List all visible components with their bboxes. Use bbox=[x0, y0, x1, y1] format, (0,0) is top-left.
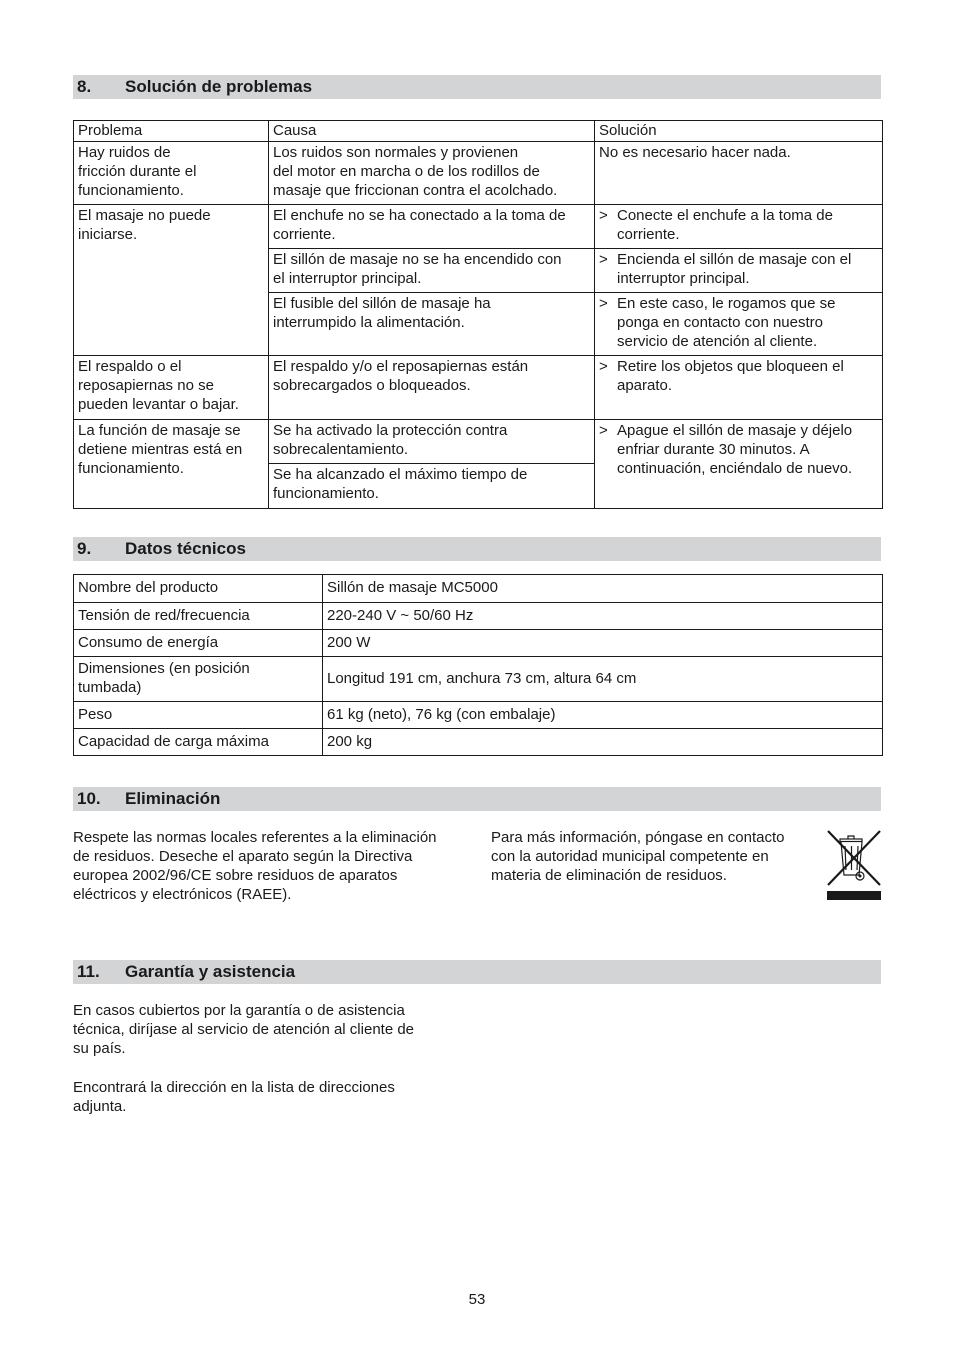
table-row bbox=[74, 657, 883, 702]
section-10-heading bbox=[73, 787, 881, 811]
section-10-number: 10. bbox=[77, 789, 101, 808]
section-11-title: Garantía y asistencia bbox=[125, 962, 296, 981]
section-8-number: 8. bbox=[77, 77, 92, 96]
solution-cell: > Encienda el sillón de masaje con el interruptor principal. bbox=[595, 249, 883, 293]
technical-data-table bbox=[73, 574, 883, 756]
section-10-title: Eliminación bbox=[125, 789, 221, 808]
spec-label: Capacidad de carga máxima bbox=[74, 729, 323, 756]
spec-value: 200 W bbox=[323, 630, 883, 657]
cause-cell: El enchufe no se ha conectado a la toma de corriente. bbox=[269, 205, 595, 249]
section-9-title: Datos técnicos bbox=[125, 539, 246, 558]
header-problem: Problema bbox=[74, 121, 269, 142]
warranty-paragraph-2: Encontrará la dirección en la lista de direcciones adjunta. bbox=[73, 1079, 395, 1115]
crossed-out-wheelie-bin-icon bbox=[826, 829, 882, 901]
problem-cell: La función de masaje se detiene mientras está en funcionamiento. bbox=[74, 420, 269, 509]
section-8-heading bbox=[73, 75, 881, 99]
table-row bbox=[74, 729, 883, 756]
section-11-heading bbox=[73, 960, 881, 984]
problem-cell: Hay ruidos de fricción durante el funcionamiento. bbox=[74, 142, 269, 205]
solution-cell: > En este caso, le rogamos que se ponga en contacto con nuestro servicio de atención al cliente. bbox=[595, 293, 883, 356]
arrow-marker: > bbox=[599, 422, 608, 439]
warranty-paragraph-1: En casos cubiertos por la garantía o de asistencia técnica, diríjase al servicio de atención al cliente de su país. bbox=[73, 1002, 415, 1057]
header-solution: Solución bbox=[595, 121, 883, 142]
spec-label: Nombre del producto bbox=[74, 575, 323, 603]
spec-label: Peso bbox=[74, 702, 323, 729]
spec-label: Consumo de energía bbox=[74, 630, 323, 657]
section-11-number: 11. bbox=[77, 962, 100, 981]
solution-cell: > Retire los objetos que bloqueen el aparato. bbox=[595, 356, 883, 420]
section-9-number: 9. bbox=[77, 539, 92, 558]
cause-cell: Los ruidos son normales y provienen del motor en marcha o de los rodillos de masaje que friccionan contra el acolchado. bbox=[269, 142, 595, 205]
spec-value: 200 kg bbox=[323, 729, 883, 756]
spec-value: Sillón de masaje MC5000 bbox=[323, 575, 883, 603]
spec-label: Tensión de red/frecuencia bbox=[74, 603, 323, 630]
spec-label: Dimensiones (en posición tumbada) bbox=[74, 657, 323, 702]
cause-cell: El sillón de masaje no se ha encendido con el interruptor principal. bbox=[269, 249, 595, 293]
table-row bbox=[74, 420, 883, 464]
table-row bbox=[74, 702, 883, 729]
table-row bbox=[74, 630, 883, 657]
header-cause: Causa bbox=[269, 121, 595, 142]
problem-cell: El respaldo o el reposapiernas no se pueden levantar o bajar. bbox=[74, 356, 269, 420]
solution-cell: No es necesario hacer nada. bbox=[595, 142, 883, 205]
problem-cell: El masaje no puede iniciarse. bbox=[74, 205, 269, 356]
table-row bbox=[74, 575, 883, 603]
arrow-marker: > bbox=[599, 295, 608, 312]
solution-cell: > Conecte el enchufe a la toma de corriente. bbox=[595, 205, 883, 249]
spec-value: Longitud 191 cm, anchura 73 cm, altura 64 cm bbox=[323, 657, 883, 702]
arrow-marker: > bbox=[599, 358, 608, 375]
table-row bbox=[74, 603, 883, 630]
table-row bbox=[74, 356, 883, 420]
table-header-row bbox=[74, 121, 883, 142]
section-8-title: Solución de problemas bbox=[125, 77, 313, 96]
spec-value: 61 kg (neto), 76 kg (con embalaje) bbox=[323, 702, 883, 729]
spec-value: 220-240 V ~ 50/60 Hz bbox=[323, 603, 883, 630]
cause-cell: Se ha alcanzado el máximo tiempo de funcionamiento. bbox=[269, 464, 595, 509]
arrow-marker: > bbox=[599, 207, 608, 224]
page-number: 53 bbox=[468, 1291, 486, 1308]
section-9-heading bbox=[73, 537, 881, 561]
troubleshooting-table bbox=[73, 120, 883, 509]
disposal-left-text: Respete las normas locales referentes a la eliminación de residuos. Deseche el aparato según la Directiva europea 2002/96/CE sobre residuos de aparatos eléctricos y electrónicos (RAEE). bbox=[73, 829, 437, 903]
solution-cell: > Apague el sillón de masaje y déjelo enfriar durante 30 minutos. A continuación, enciéndalo de nuevo. bbox=[595, 420, 883, 509]
cause-cell: Se ha activado la protección contra sobrecalentamiento. bbox=[269, 420, 595, 464]
cause-cell: El fusible del sillón de masaje ha interrumpido la alimentación. bbox=[269, 293, 595, 356]
arrow-marker: > bbox=[599, 251, 608, 268]
disposal-right-text: Para más información, póngase en contacto con la autoridad municipal competente en materia de eliminación de residuos. bbox=[491, 829, 785, 884]
table-row bbox=[74, 142, 883, 205]
cause-cell: El respaldo y/o el reposapiernas están sobrecargados o bloqueados. bbox=[269, 356, 595, 420]
table-row bbox=[74, 205, 883, 249]
